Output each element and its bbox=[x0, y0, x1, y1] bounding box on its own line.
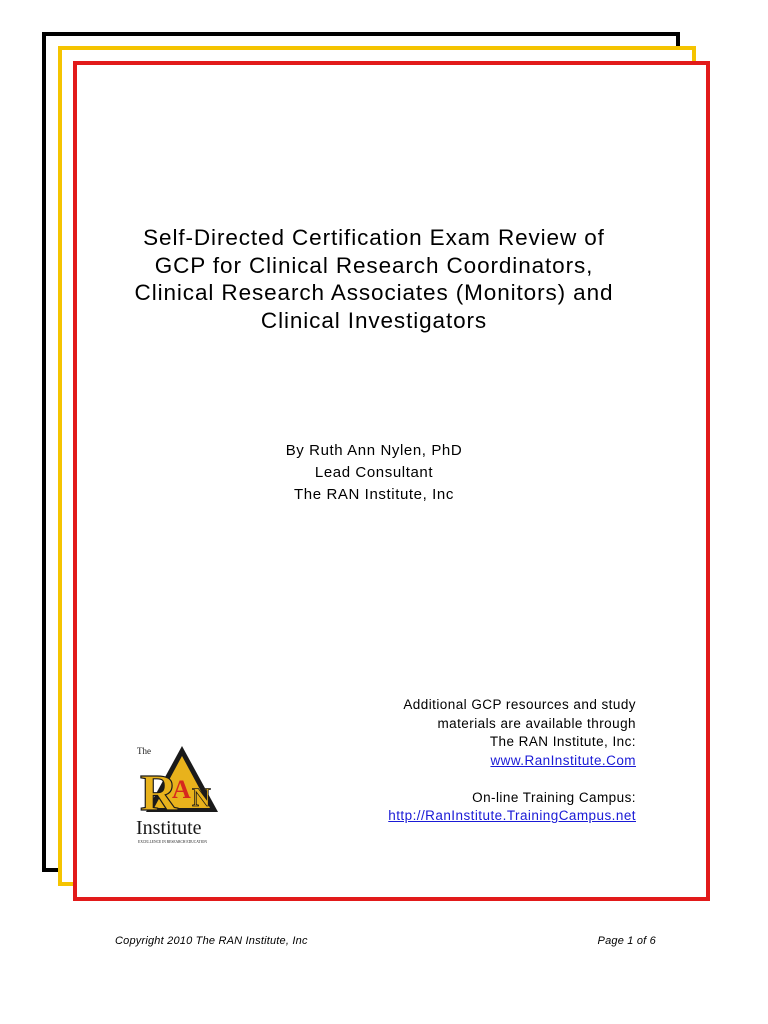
title-line-4: Clinical Investigators bbox=[260, 307, 488, 333]
title-line-3: Clinical Research Associates (Monitors) and bbox=[134, 280, 614, 305]
ran-institute-logo bbox=[134, 742, 230, 846]
resources-line-1: Additional GCP resources and study bbox=[403, 697, 636, 712]
author-role: Lead Consultant bbox=[314, 464, 434, 481]
page-number: Page 1 of 6 bbox=[597, 935, 656, 947]
author-name: By Ruth Ann Nylen, PhD bbox=[285, 442, 463, 459]
website-link[interactable]: www.RanInstitute.Com bbox=[490, 752, 636, 768]
spacer bbox=[280, 770, 636, 789]
copyright-footer: Copyright 2010 The RAN Institute, Inc bbox=[115, 935, 308, 947]
document-title bbox=[100, 224, 648, 334]
logo-tagline: EXCELLENCE IN RESEARCH EDUCATION bbox=[138, 840, 207, 844]
resources-block bbox=[280, 696, 636, 826]
resources-line-3: The RAN Institute, Inc: bbox=[489, 734, 636, 749]
logo-text-institute: Institute bbox=[136, 817, 202, 839]
logo-letter-r: R bbox=[140, 765, 178, 822]
resources-line-2: materials are available through bbox=[437, 715, 636, 731]
author-block bbox=[200, 440, 548, 506]
campus-label: On-line Training Campus: bbox=[472, 789, 636, 805]
training-campus-link[interactable]: http://RanInstitute.TrainingCampus.net bbox=[388, 808, 636, 823]
logo-text-the: The bbox=[137, 746, 151, 756]
title-line-2: GCP for Clinical Research Coordinators, bbox=[154, 252, 594, 278]
author-organization: The RAN Institute, Inc bbox=[294, 486, 454, 503]
logo-letter-n: N bbox=[192, 783, 211, 812]
logo-letter-a: A bbox=[172, 775, 191, 804]
title-line-1: Self-Directed Certification Exam Review of bbox=[143, 225, 605, 250]
